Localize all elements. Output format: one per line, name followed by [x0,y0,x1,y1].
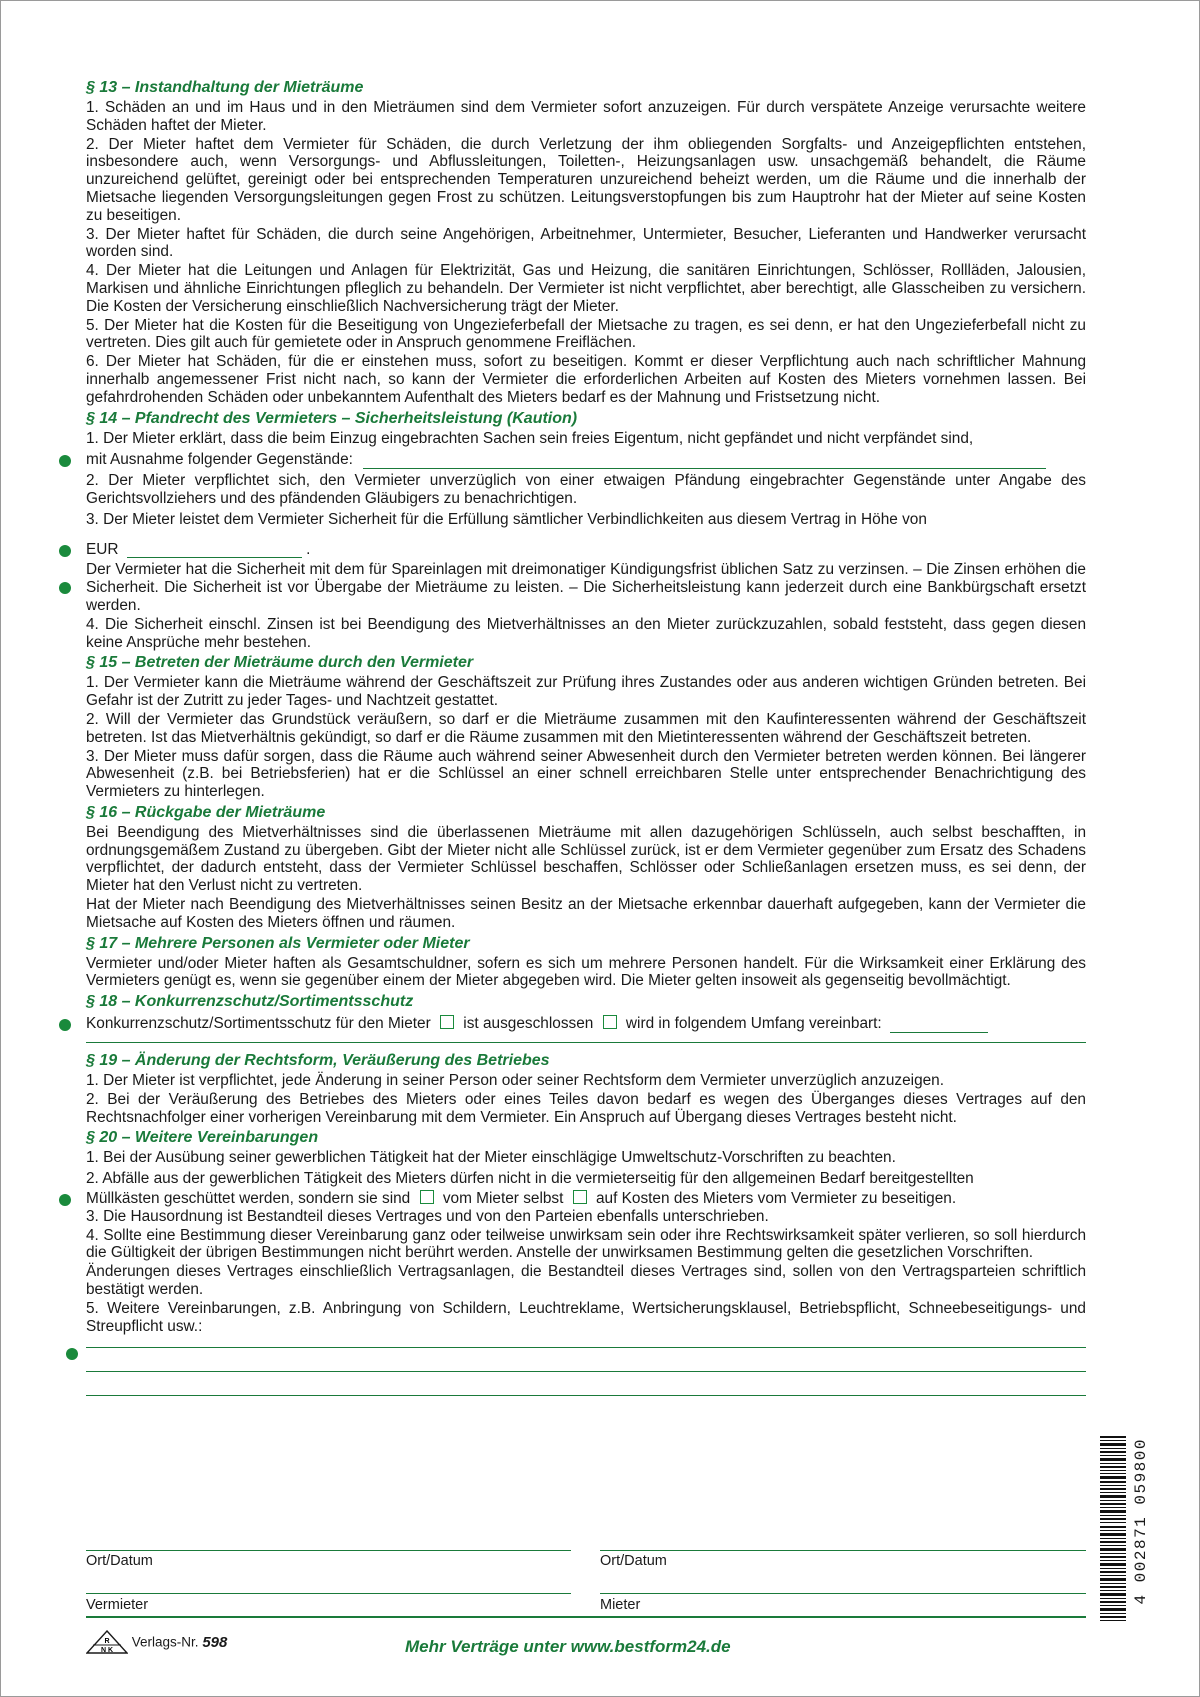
tenant-signature-label: Mieter [600,1597,641,1613]
s16-paragraph-1: Bei Beendigung des Mietverhältnisses sind die überlassenen Mieträume mit allen dazugehörigen Schlüsseln, auch selbst beschafften, in ordnungsgemäßem Zustand zu übergeben. Gibt der Mieter nicht alle Schlüssel zurück, ist er dem Vermieter gegenüber zum Ersatz des Schadens verpflichtet, der dadurch entsteht, dass der Vermieter Schlüssel beschaffen, Schlösser oder Schließanlagen ersetzen muss, es sei denn, der Mieter hat den Verlust nicht zu vertreten. [86,823,1086,895]
svg-text:N K: N K [100,1647,114,1654]
section-16-heading: § 16 – Rückgabe der Mieträume [86,803,326,821]
s14-exceptions-label: mit Ausnahme folgender Gegenstände: [86,451,353,469]
landlord-signature-label: Vermieter [86,1597,149,1613]
section-17-heading: § 17 – Mehrere Personen als Vermieter oder Mieter [86,934,470,952]
s20-paragraph-2: 2. Abfälle aus der gewerblichen Tätigkeit des Mieters dürfen nicht in die vermieterseitig für den allgemeinen Bedarf bereitgestellten [86,1170,974,1188]
section-13-heading: § 13 – Instandhaltung der Mieträume [86,79,364,96]
eur-label: EUR [86,540,119,558]
tenant-date-line[interactable] [600,1550,1086,1551]
section-20-heading: § 20 – Weitere Vereinbarungen [86,1129,319,1147]
s15-paragraph-1: 1. Der Vermieter kann die Mieträume während der Geschäftszeit zur Prüfung ihres Zustandes oder aus anderen wichtigen Gründen betreten. Bei Gefahr ist der Zutritt zu jeder Tages- und Nachtzeit gestattet. [86,674,1086,710]
svg-text:R: R [104,1638,110,1645]
s17-paragraph-1: Vermieter und/oder Mieter haften als Gesamtschuldner, sofern es sich um mehrere Personen handelt. Für die Wirksamkeit einer Erklärung des Vermieters genügt es, wenn sie gegenüber einem der Mieter abgegeben wird. Die Mieter gelten insoweit als gegenseitig bevollmächtigt. [86,954,1086,990]
s14-paragraph-3b [86,561,1086,614]
rnk-logo-icon [86,1630,128,1656]
exceptions-input-line[interactable] [363,454,1046,469]
s13-paragraph-6: 6. Der Mieter hat Schäden, für die er einstehen muss, sofort zu beseitigen. Kommt er dieser Verpflichtung auch nach schriftlicher Mahnung innerhalb angemessener Frist nicht nach, so kann der Vermieter die erforderlichen Arbeiten auf Kosten des Mieters vornehmen lassen. Bei gefahrdrohenden Schäden oder unbekanntem Aufenthalt des Mieters bedarf es der Mahnung und Fristsetzung nicht. [86,353,1086,406]
tenant-self-checkbox[interactable] [420,1190,434,1204]
section-19-heading: § 19 – Änderung der Rechtsform, Veräußerung des Betriebes [86,1052,550,1070]
s20-paragraph-1: 1. Bei der Ausübung seiner gewerblichen Tätigkeit hat der Mieter einschlägige Umweltschutz-Vorschriften zu beachten. [86,1149,896,1167]
s13-paragraph-4: 4. Der Mieter hat die Leitungen und Anlagen für Elektrizität, Gas und Heizung, die sanitären Einrichtungen, Schlösser, Rollläden, Jalousien, Markisen und ähnliche Einrichtungen pfleglich zu behandeln. Der Vermieter ist nicht verpflichtet, aber berechtigt, alle Glasscheiben zu versichern. Die Kosten der Versicherung einschließlich Nachversicherung trägt der Mieter. [86,262,1086,315]
agreements-line-1[interactable] [86,1347,1086,1348]
landlord-signature-line[interactable] [86,1593,571,1594]
promo-link[interactable]: Mehr Verträge unter www.bestform24.de [405,1637,731,1656]
tenant-date-label: Ort/Datum [600,1553,667,1569]
s13-paragraph-3: 3. Der Mieter haftet für Schäden, die durch seine Angehörigen, Arbeitnehmer, Untermieter, Besucher, Lieferanten und Handwerker verursacht worden sind. [86,225,1086,261]
s14-paragraph-3: 3. Der Mieter leistet dem Vermieter Sicherheit für die Erfüllung sämtlicher Verbindlichkeiten aus diesem Vertrag in Höhe von [86,510,927,528]
section-15-heading: § 15 – Betreten der Mieträume durch den Vermieter [86,654,474,672]
s13-paragraph-5: 5. Der Mieter hat die Kosten für die Beseitigung von Ungezieferbefall der Mietsache zu tragen, es sei denn, er hat den Ungezieferbefall nicht zu vertreten. Dies gilt auch für gemietete oder in Anspruch genommene Freiflächen. [86,316,1086,352]
s19-paragraph-2: 2. Bei der Veräußerung des Betriebes des Mieters oder eines Teiles davon bedarf es wegen des Überganges dieses Vertrages auf den Rechtsnachfolger einer vorherigen Vereinbarung mit dem Vermieter. Ein Anspruch auf Übergang dieses Vertrages besteht nicht. [86,1090,1086,1126]
s19-paragraph-1: 1. Der Mieter ist verpflichtet, jede Änderung in seiner Person oder seiner Rechtsform dem Vermieter unverzüglich anzuzeigen. [86,1072,945,1090]
further-agreements-lines [86,1347,1086,1396]
agreements-line-3[interactable] [86,1395,1086,1396]
section-18-heading: § 18 – Konkurrenzschutz/Sortimentsschutz [86,993,414,1011]
landlord-date-label: Ort/Datum [86,1553,153,1569]
s15-paragraph-2: 2. Will der Vermieter das Grundstück veräußern, so darf er die Mieträume zusammen mit den Kaufinteressenten während der Geschäftszeit betreten. Ist das Mietverhältnis gekündigt, so darf er die Räume zusammen mit den Mietinteressenten während der Geschäftszeit betreten. [86,710,1086,746]
s14-paragraph-4: 4. Die Sicherheit einschl. Zinsen ist bei Beendigung des Mietverhältnisses an den Mieter zurückzuzahlen, sobald feststeht, dass gegen diesen keine Ansprüche mehr bestehen. [86,615,1086,651]
tenant-signature-line[interactable] [600,1593,1086,1594]
s13-paragraph-1: 1. Schäden an und im Haus und in den Mieträumen sind dem Vermieter sofort anzuzeigen. Für durch verspätete Anzeige verursachte weitere Schäden haftet der Mieter. [86,99,1086,134]
s20-paragraph-4: 4. Sollte eine Bestimmung dieser Vereinbarung ganz oder teilweise unwirksam sein oder ihre Rechtswirksamkeit später verlieren, so soll hierdurch die Gültigkeit der übrigen Bestimmungen nicht berührt werden. Anstelle der unwirksamen Bestimmung gelten die gesetzlichen Vorschriften. [86,1226,1086,1262]
scope-input-line[interactable] [890,1018,988,1033]
s20-paragraph-4b: Änderungen dieses Vertrages einschließlich Vertragsanlagen, die Bestandteil dieses Vertrages sind, sollen von den Vertragsparteien schriftlich bestätigt werden. [86,1263,1086,1299]
verlag-label: Verlags-Nr. [131,1634,199,1650]
fill-marker-dot [59,1194,71,1206]
s20-waste-c: auf Kosten des Mieters vom Vermieter zu beseitigen. [595,1190,957,1208]
verlag-number: 598 [202,1633,228,1651]
scope-input-line-2[interactable] [86,1042,1086,1043]
s14-interest-text: Der Vermieter hat die Sicherheit mit dem für Spareinlagen mit dreimonatiger Kündigungsfrist üblichen Satz zu verzinsen. – Die Zinsen erhöhen die Sicherheit. Die Sicherheit ist vor Übergabe der Mieträume zu leisten. – Die Sicherheitsleistung kann jederzeit durch eine Bankbürgschaft ersetzt werden. [86,561,1086,614]
landlord-cost-checkbox[interactable] [573,1190,587,1204]
s18-agreed-label: wird in folgendem Umfang vereinbart: [625,1015,882,1033]
barcode-number: 4 002871 059800 [1132,1438,1150,1605]
agreed-checkbox[interactable] [603,1015,617,1029]
landlord-date-line[interactable] [86,1550,571,1551]
section-14-heading: § 14 – Pfandrecht des Vermieters – Sicherheitsleistung (Kaution) [86,409,578,427]
s16-paragraph-2: Hat der Mieter nach Beendigung des Mietverhältnisses seinen Besitz an der Mietsache erkennbar dauerhaft aufgegeben, kann der Vermieter die Mietsache auf Kosten des Mieters öffnen und räumen. [86,896,1086,931]
publisher-info [86,1630,227,1656]
s14-eur-row [86,541,1086,559]
excluded-checkbox[interactable] [440,1015,454,1029]
s18-excluded-label: ist ausgeschlossen [463,1015,594,1033]
s18-options-row [86,1015,1086,1033]
s14-paragraph-1: 1. Der Mieter erklärt, dass die beim Einzug eingebrachten Sachen sein freies Eigentum, nicht gepfändet und nicht verpfändet sind, [86,429,974,447]
s13-paragraph-2: 2. Der Mieter haftet dem Vermieter für Schäden, die durch Verletzung der ihm obliegenden Sorgfalts- und Anzeigepflichten entstehen, insbesondere auch, wenn Versorgungs- und Abflussleitungen, Toiletten-, Heizungsanlagen usw. unsachgemäß behandelt, die Räume unzureichend gelüftet, gereinigt oder bei entsprechenden Temperaturen unzureichend beheizt werden, um die Räume und die innerhalb der Mietsache liegenden Versorgungsleitungen gegen Frost zu schützen. Leitungsverstopfungen bis zum Hauptrohr hat der Mieter auf seine Kosten zu beseitigen. [86,135,1086,224]
eur-period: . [306,540,311,558]
footer-divider [86,1616,1086,1618]
s20-waste-a: Müllkästen geschüttet werden, sondern sie sind [86,1190,411,1208]
s14-paragraph-2: 2. Der Mieter verpflichtet sich, den Vermieter unverzüglich von einer etwaigen Pfändung eingebrachter Gegenstände unter Angabe des Gerichtsvollziehers und des pfändenden Gläubigers zu benachrichtigen. [86,472,1086,507]
contract-page [86,76,1086,1396]
s20-paragraph-5: 5. Weitere Vereinbarungen, z.B. Anbringung von Schildern, Leuchtreklame, Wertsicherungsklausel, Betriebspflicht, Schneebeseitigungs- und Streupflicht usw.: [86,1299,1086,1335]
s18-label: Konkurrenzschutz/Sortimentsschutz für den Mieter [86,1015,431,1033]
s20-paragraph-3: 3. Die Hausordnung ist Bestandteil dieses Vertrages und von den Parteien ebenfalls unterschrieben. [86,1207,769,1225]
s14-exceptions-row [86,451,1086,469]
s15-paragraph-3: 3. Der Mieter muss dafür sorgen, dass die Räume auch während seiner Abwesenheit durch den Vermieter betreten werden können. Bei längerer Abwesenheit (z.B. bei Betriebsferien) hat er die Schlüssel an einer schnell erreichbaren Stelle unter entsprechender Benachrichtigung des Vermieters zu hinterlegen. [86,747,1086,801]
agreements-line-2[interactable] [86,1371,1086,1372]
fill-marker-dot [59,545,71,557]
deposit-amount-line[interactable] [127,543,302,558]
s20-waste-row [86,1190,1086,1208]
s20-waste-b: vom Mieter selbst [442,1190,564,1208]
